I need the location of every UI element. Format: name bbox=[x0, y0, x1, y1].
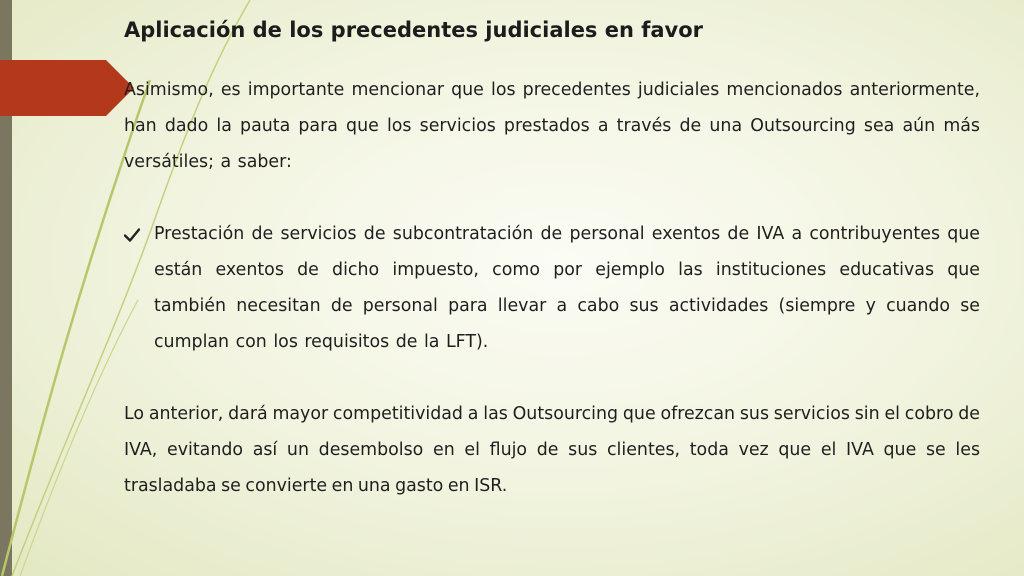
bullet-text: Prestación de servicios de subcontratación de personal exentos de IVA a contribuyentes que están exentos de dicho impuesto, como por ejemplo las instituciones educativas que también necesitan de personal para llevar a cabo sus actividades (siempre y cuando se cumplan con los requisitos de la LFT). bbox=[154, 224, 980, 352]
accent-arrow-shape bbox=[0, 60, 134, 116]
slide-title: Aplicación de los precedentes judiciales en favor bbox=[124, 18, 704, 42]
slide-body bbox=[124, 72, 980, 504]
conclusion-paragraph: Lo anterior, dará mayor competitividad a las Outsourcing que ofrezcan sus servicios sin el cobro de IVA, evitando así un desembolso en el flujo de sus clientes, toda vez que el IVA que se les trasladaba se convierte en una gasto en ISR. bbox=[124, 404, 980, 496]
intro-paragraph: Asimismo, es importante mencionar que los precedentes judiciales mencionados anteriormente, han dado la pauta para que los servicios prestados a través de una Outsourcing sea aún más versátiles; a saber: bbox=[124, 80, 980, 172]
checkmark-icon bbox=[124, 228, 140, 242]
bullet-item bbox=[124, 216, 980, 360]
